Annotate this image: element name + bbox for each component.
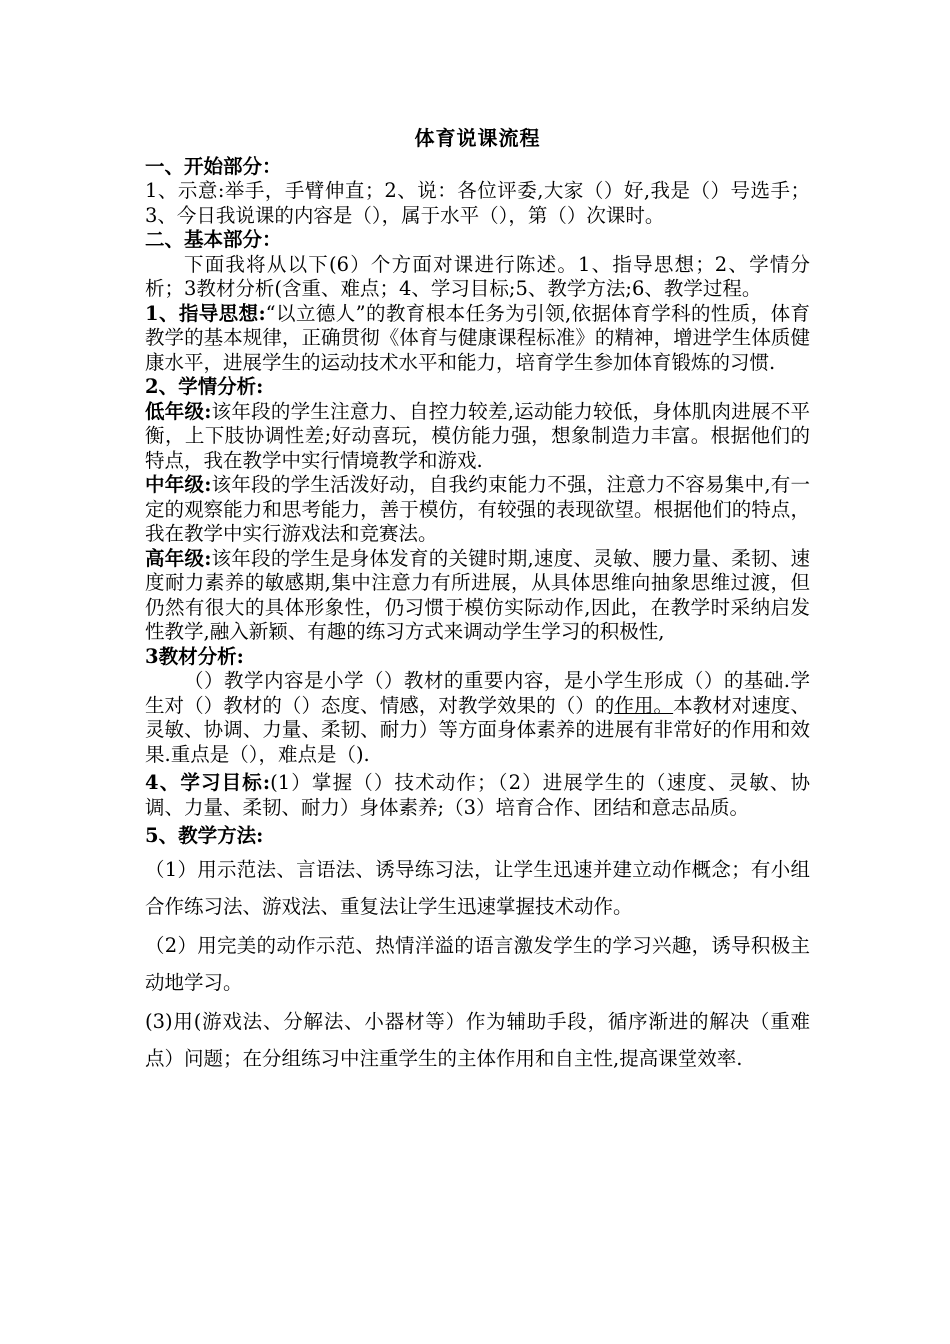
- mid-grade-label: 中年级:: [145, 473, 212, 496]
- high-grade-paragraph: [145, 547, 810, 645]
- section-heading-start: 一、开始部分：: [145, 154, 282, 178]
- guiding-thought-paragraph: [145, 302, 810, 376]
- teaching-method-item: (3)用(游戏法、分解法、小器材等）作为辅助手段，循序渐进的解决（重难点）问题；在分组练习中注重学生的主体作用和自主性,提高课堂效率.: [145, 1009, 810, 1070]
- material-text-underlined: 作用。: [614, 693, 674, 717]
- learning-goals-paragraph: [145, 771, 810, 820]
- basic-section-intro: 下面我将从以下(6）个方面对课进行陈述。1、指导思想；2、学情分析；3教材分析(含重、难点；4、学习目标;5、教学方法;6、教学过程。: [145, 252, 810, 300]
- guiding-thought-text: “以立德人”的教育根本任务为引领,依据体育学科的性质，体育教学的基本规律，正确贯彻《体育与健康课程标准》的精神，增进学生体质健康水平，进展学生的运动技术水平和能力，培育学生参加体育锻炼的习惯.: [145, 301, 810, 374]
- material-analysis-paragraph: [145, 669, 810, 767]
- low-grade-label: 低年级:: [145, 399, 212, 423]
- mid-grade-text: 该年段的学生活泼好动，自我约束能力不强，注意力不容易集中,有一定的观察能力和思考能力，善于模仿，有较强的表现欲望。根据他们的特点，我在教学中实行游戏法和竞赛法。: [145, 473, 811, 545]
- material-text-a: （）教学内容是小学（）教材的重要内容，是小学生形成（）的基础.学生对（）教材的（）态度、情感，对教学效果的（）的: [145, 669, 810, 717]
- mid-grade-paragraph: [145, 473, 810, 547]
- low-grade-text: 该年段的学生注意力、自控力较差,运动能力较低，身体肌肉进展不平衡，上下肢协调性差;好动喜玩，模仿能力强，想象制造力丰富。根据他们的特点，我在教学中实行情境教学和游戏.: [145, 399, 811, 472]
- high-grade-text: 该年段的学生是身体发育的关键时期,速度、灵敏、腰力量、柔韧、速度耐力素养的敏感期,集中注意力有所进展，从具体思维向抽象思维过渡，但仍然有很大的具体形象性，仍习惯于模仿实际动作,因此，在教学时采纳启发性教学,融入新颖、有趣的练习方式来调动学生学习的积极性,: [145, 546, 811, 643]
- start-section-text: 1、示意:举手，手臂伸直；2、说：各位评委,大家（）好,我是（）号选手；3、今日我说课的内容是（），属于水平（），第（）次课时。: [145, 179, 810, 227]
- teaching-methods-heading: 5、教学方法:: [145, 824, 264, 847]
- document-page: [145, 118, 810, 1077]
- student-analysis-heading: 2、学情分析:: [145, 375, 264, 398]
- learning-goals-text: (1）掌握（）技术动作；（2）进展学生的（速度、灵敏、协调、力量、柔韧、耐力）身体素养;（3）培育合作、团结和意志品质。: [145, 771, 810, 819]
- teaching-method-item: （1）用示范法、言语法、诱导练习法，让学生迅速并建立动作概念；有小组合作练习法、游戏法、重复法让学生迅速掌握技术动作。: [145, 857, 810, 918]
- material-analysis-heading: 3教材分析:: [145, 644, 244, 668]
- guiding-thought-label: 1、指导思想:: [145, 301, 266, 325]
- teaching-method-item: （2）用完美的动作示范、热情洋溢的语言激发学生的学习兴趣，诱导积极主动地学习。: [145, 933, 810, 994]
- material-text-b: 本教材对速度、灵敏、协调、力量、柔韧、耐力）等方面身体素养的进展有非常好的作用和效果.重点是（），难点是（).: [145, 693, 810, 766]
- low-grade-paragraph: [145, 400, 810, 474]
- document-title: 体育说课流程: [414, 126, 541, 150]
- section-heading-basic: 二、基本部分：: [145, 228, 282, 251]
- learning-goals-label: 4、学习目标:: [145, 771, 271, 794]
- high-grade-label: 高年级:: [145, 546, 212, 570]
